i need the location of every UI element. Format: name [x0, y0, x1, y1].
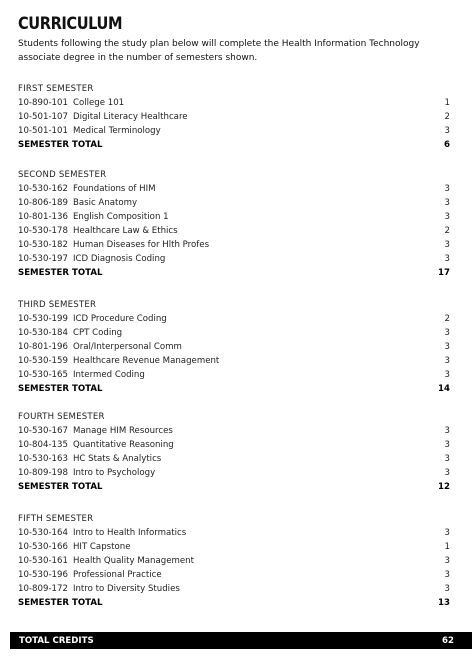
semester-section: [18, 298, 450, 396]
course-row: [18, 210, 450, 224]
course-title: Intro to Diversity Studies: [72, 584, 180, 594]
course-title: Intermed Coding: [72, 370, 145, 380]
course-code: 10-530-159: [18, 356, 68, 366]
semester-total-value: 12: [438, 482, 450, 492]
course-credits: 3: [444, 468, 450, 478]
course-row: [18, 582, 450, 596]
course-info: [18, 238, 209, 252]
course-credits: 3: [444, 440, 450, 450]
course-info: [18, 582, 180, 596]
course-code: 10-501-107: [18, 112, 68, 122]
course-row: [18, 452, 450, 466]
course-title: Manage HIM Resources: [72, 426, 173, 436]
course-row: [18, 354, 450, 368]
course-title: HC Stats & Analytics: [72, 454, 162, 464]
course-credits: 3: [444, 126, 450, 136]
course-row: [18, 424, 450, 438]
course-row: [18, 526, 450, 540]
total-credits-value: 62: [442, 635, 454, 646]
course-credits: 3: [444, 370, 450, 380]
semester-total-label: SEMESTER TOTAL: [18, 598, 103, 608]
course-code: 10-530-163: [18, 454, 68, 464]
course-code: 10-801-136: [18, 212, 68, 222]
course-info: [18, 554, 194, 568]
semester-total-label: SEMESTER TOTAL: [18, 384, 103, 394]
semester-heading: THIRD SEMESTER: [18, 300, 97, 310]
course-row: [18, 540, 450, 554]
total-credits-label: TOTAL CREDITS: [19, 635, 94, 646]
semester-total-label: SEMESTER TOTAL: [18, 268, 103, 278]
curriculum-document: [18, 14, 450, 608]
semester-section: [18, 410, 450, 494]
course-credits: 3: [444, 328, 450, 338]
course-title: Healthcare Law & Ethics: [72, 226, 178, 236]
course-row: [18, 124, 450, 138]
course-credits: 3: [444, 240, 450, 250]
course-title: HIT Capstone: [72, 542, 131, 552]
course-code: 10-501-101: [18, 126, 68, 136]
course-title: Health Quality Management: [72, 556, 194, 566]
course-info: [18, 452, 161, 466]
course-title: Medical Terminology: [72, 126, 161, 136]
course-code: 10-530-161: [18, 556, 68, 566]
course-title: Intro to Health Informatics: [72, 528, 187, 538]
course-info: [18, 424, 173, 438]
course-row: [18, 340, 450, 354]
semester-total-label: SEMESTER TOTAL: [18, 140, 103, 150]
course-code: 10-530-197: [18, 254, 68, 264]
intro-text: Students following the study plan below will complete the Health Information Technology associate degree in the number of semesters shown.: [18, 39, 420, 63]
course-credits: 3: [444, 184, 450, 194]
course-credits: 1: [444, 98, 450, 108]
course-credits: 3: [444, 356, 450, 366]
course-row: [18, 224, 450, 238]
course-info: [18, 438, 174, 452]
course-credits: 3: [444, 570, 450, 580]
course-credits: 3: [444, 198, 450, 208]
course-credits: 3: [444, 426, 450, 436]
course-row: [18, 110, 450, 124]
course-title: English Composition 1: [72, 212, 169, 222]
course-row: [18, 196, 450, 210]
course-code: 10-804-135: [18, 440, 68, 450]
semester-heading: FIRST SEMESTER: [18, 84, 94, 94]
course-row: [18, 438, 450, 452]
course-code: 10-806-189: [18, 198, 68, 208]
course-row: [18, 312, 450, 326]
course-info: [18, 196, 137, 210]
course-title: College 101: [72, 98, 125, 108]
course-title: Human Diseases for Hlth Profes: [72, 240, 210, 250]
course-info: [18, 124, 161, 138]
semester-total-row: [18, 596, 450, 610]
course-info: [18, 540, 131, 554]
course-row: [18, 252, 450, 266]
course-row: [18, 326, 450, 340]
course-info: [18, 210, 169, 224]
course-row: [18, 466, 450, 480]
semester-total-value: 17: [438, 268, 450, 278]
page-title: CURRICULUM: [18, 14, 123, 34]
course-info: [18, 368, 145, 382]
course-code: 10-530-196: [18, 570, 68, 580]
course-row: [18, 238, 450, 252]
semester-heading: FIFTH SEMESTER: [18, 514, 94, 524]
course-code: 10-530-162: [18, 184, 68, 194]
semester-total-value: 6: [444, 140, 450, 150]
course-credits: 2: [444, 314, 450, 324]
course-row: [18, 554, 450, 568]
course-credits: 1: [444, 542, 450, 552]
course-code: 10-530-182: [18, 240, 68, 250]
course-code: 10-530-164: [18, 528, 68, 538]
course-info: [18, 312, 167, 326]
course-title: Foundations of HIM: [72, 184, 156, 194]
course-title: CPT Coding: [72, 328, 123, 338]
course-credits: 3: [444, 212, 450, 222]
course-code: 10-530-166: [18, 542, 68, 552]
course-title: ICD Procedure Coding: [72, 314, 167, 324]
course-code: 10-530-167: [18, 426, 68, 436]
course-info: [18, 182, 156, 196]
semester-total-row: [18, 138, 450, 152]
course-code: 10-801-196: [18, 342, 68, 352]
course-title: Digital Literacy Healthcare: [72, 112, 188, 122]
course-code: 10-809-198: [18, 468, 68, 478]
course-credits: 2: [444, 226, 450, 236]
course-info: [18, 326, 122, 340]
course-code: 10-890-101: [18, 98, 68, 108]
semester-total-value: 14: [438, 384, 450, 394]
course-code: 10-530-184: [18, 328, 68, 338]
semester-total-label: SEMESTER TOTAL: [18, 482, 103, 492]
semester-total-row: [18, 480, 450, 494]
course-info: [18, 568, 162, 582]
course-credits: 3: [444, 342, 450, 352]
course-info: [18, 354, 219, 368]
course-title: Intro to Psychology: [72, 468, 156, 478]
semester-section: [18, 168, 450, 280]
course-title: Basic Anatomy: [72, 198, 138, 208]
course-credits: 2: [444, 112, 450, 122]
course-code: 10-530-165: [18, 370, 68, 380]
semester-section: [18, 512, 450, 610]
course-title: Oral/Interpersonal Comm: [72, 342, 182, 352]
semester-section: [18, 82, 450, 152]
course-info: [18, 252, 165, 266]
course-title: Professional Practice: [72, 570, 162, 580]
course-credits: 3: [444, 254, 450, 264]
course-row: [18, 568, 450, 582]
semester-total-row: [18, 382, 450, 396]
course-row: [18, 368, 450, 382]
semester-total-row: [18, 266, 450, 280]
course-credits: 3: [444, 454, 450, 464]
course-row: [18, 182, 450, 196]
course-code: 10-530-178: [18, 226, 68, 236]
course-title: Healthcare Revenue Management: [72, 356, 220, 366]
semester-heading: SECOND SEMESTER: [18, 170, 107, 180]
course-credits: 3: [444, 584, 450, 594]
semester-total-value: 13: [438, 598, 450, 608]
course-info: [18, 224, 178, 238]
course-title: Quantitative Reasoning: [72, 440, 174, 450]
course-row: [18, 96, 450, 110]
course-info: [18, 466, 155, 480]
course-info: [18, 340, 182, 354]
course-code: 10-530-199: [18, 314, 68, 324]
course-info: [18, 526, 186, 540]
course-code: 10-809-172: [18, 584, 68, 594]
course-title: ICD Diagnosis Coding: [72, 254, 166, 264]
course-credits: 3: [444, 528, 450, 538]
course-info: [18, 96, 124, 110]
total-credits-bar: [10, 632, 472, 649]
course-credits: 3: [444, 556, 450, 566]
course-info: [18, 110, 188, 124]
semester-heading: FOURTH SEMESTER: [18, 412, 105, 422]
